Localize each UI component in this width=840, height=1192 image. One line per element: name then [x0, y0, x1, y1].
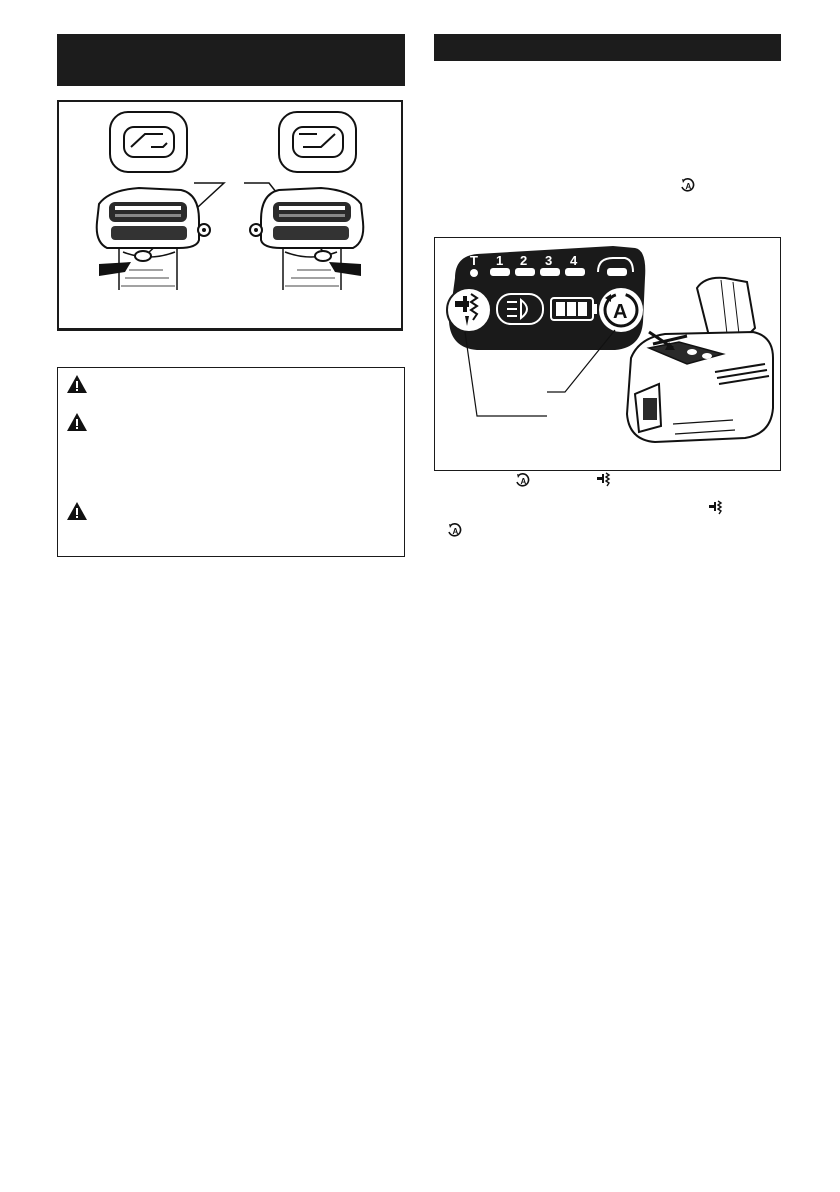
panel-label-t: T — [470, 253, 478, 268]
warning-triangle-icon — [66, 374, 88, 394]
switch-lever-right-icon — [279, 112, 356, 172]
control-panel-illustration — [435, 238, 780, 470]
assist-mode-icon — [679, 177, 695, 193]
assist-mode-icon — [446, 522, 462, 538]
indicator-t-lamp — [470, 269, 478, 277]
assist-mode-icon — [514, 472, 530, 488]
warning-triangle-icon — [66, 501, 88, 521]
impact-driver-left-icon — [97, 188, 210, 290]
warning-triangle-icon — [66, 412, 88, 432]
panel-label-4: 4 — [570, 253, 578, 268]
section-header-bar-left — [57, 34, 405, 86]
drill-mode-icon — [447, 288, 491, 332]
svg-text:A: A — [520, 477, 527, 486]
section-header-bar-right — [434, 34, 781, 61]
drill-mode-icon — [596, 472, 612, 488]
drill-mode-icon — [708, 500, 724, 516]
panel-label-3: 3 — [545, 253, 553, 268]
svg-text:A: A — [685, 182, 692, 191]
svg-text:A: A — [452, 527, 459, 536]
reversing-switch-illustration — [59, 102, 401, 328]
panel-label-2: 2 — [520, 253, 528, 268]
assist-mode-button-icon — [599, 288, 643, 332]
control-panel-figure — [434, 237, 781, 471]
panel-label-1: 1 — [496, 253, 504, 268]
impact-driver-base-icon — [627, 278, 773, 442]
svg-text:A: A — [613, 301, 628, 323]
impact-driver-right-icon — [250, 188, 363, 290]
reversing-switch-figure — [57, 100, 403, 331]
warning-box — [57, 367, 405, 557]
switch-lever-left-icon — [110, 112, 187, 172]
